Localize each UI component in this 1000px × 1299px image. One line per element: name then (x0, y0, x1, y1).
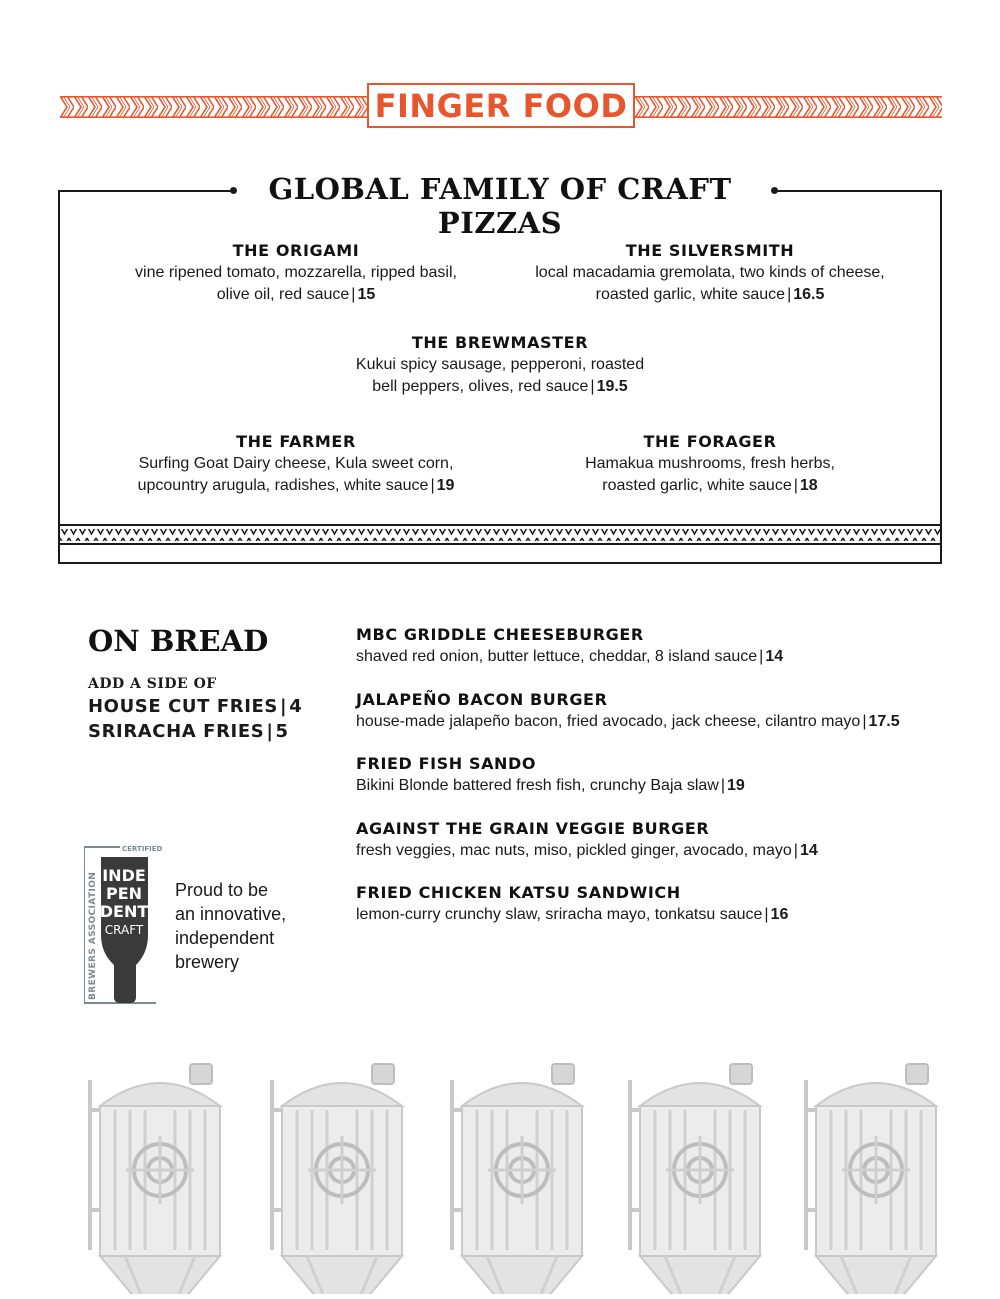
pizza-name: THE FARMER (236, 432, 356, 451)
badge-line-3: DENT (99, 902, 149, 921)
side-option: SRIRACHA FRIES | 5 (88, 721, 289, 742)
add-side-label: ADD A SIDE OF (88, 676, 217, 692)
frame-top-line-left (58, 190, 236, 192)
side-option: HOUSE CUT FRIES | 4 (88, 696, 303, 717)
pizza-price: 18 (799, 477, 818, 494)
badge-tagline (175, 878, 315, 974)
frame-dot-right (771, 187, 778, 194)
pizza-price: 19 (436, 477, 455, 494)
sandwich-price: 17.5 (868, 713, 900, 730)
sandwich-item (356, 753, 745, 797)
tagline-line: brewery (175, 952, 240, 972)
tank-graphic (90, 1064, 220, 1294)
pizza-desc-line: bell peppers, olives, red sauce | 19.5 (372, 378, 628, 395)
on-bread-title: ON BREAD (88, 624, 269, 658)
tank-graphic (272, 1064, 402, 1294)
badge-line-2: PEN (105, 884, 143, 903)
sandwich-item (356, 624, 783, 668)
sandwich-desc: house-made jalapeño bacon, fried avocado, jack cheese, cilantro mayo | 17.5 (356, 713, 900, 730)
sandwich-desc: shaved red onion, butter lettuce, cheddar, 8 island sauce | 14 (356, 648, 784, 665)
badge-line-4: CRAFT (104, 923, 144, 937)
pizza-item (300, 332, 700, 398)
pizza-section-title: GLOBAL FAMILY OF CRAFT PIZZAS (237, 172, 763, 240)
sandwich-name: JALAPEÑO BACON BURGER (356, 690, 608, 709)
brewing-tanks-illustration (0, 1040, 1000, 1294)
pizza-desc-line: vine ripened tomato, mozzarella, ripped basil, (135, 264, 457, 281)
tagline-line: independent (175, 928, 275, 948)
section-title-box (367, 83, 635, 128)
sandwich-item (356, 818, 818, 862)
frame-top-line-right (776, 190, 942, 192)
pizza-desc-line: Kukui spicy sausage, pepperoni, roasted (355, 356, 645, 373)
pizza-name: THE BREWMASTER (411, 333, 589, 352)
tank-graphic (630, 1064, 760, 1294)
sandwich-price: 16 (770, 906, 789, 923)
pizza-item (96, 431, 496, 497)
pizza-name: THE ORIGAMI (232, 241, 360, 260)
zigzag-divider (60, 524, 940, 546)
tank-graphic (806, 1064, 936, 1294)
section-title: FINGER FOOD (374, 86, 628, 125)
pizza-price: 16.5 (793, 286, 825, 303)
pizza-name: THE SILVERSMITH (625, 241, 795, 260)
badge-certified: CERTIFIED (122, 845, 163, 853)
pizza-item (510, 431, 910, 497)
pizza-price: 19.5 (596, 378, 628, 395)
sandwich-item (356, 882, 788, 926)
pizza-desc-line: olive oil, red sauce | 15 (216, 286, 376, 303)
pizza-desc-line: Hamakua mushrooms, fresh herbs, (585, 455, 835, 472)
sandwich-item (356, 689, 900, 733)
pizza-price: 15 (357, 286, 376, 303)
pizza-desc (510, 453, 910, 497)
badge-line-1: INDE (102, 866, 146, 885)
pizza-desc (96, 262, 496, 306)
pizza-name: THE FORAGER (643, 432, 777, 451)
sandwich-name: FRIED FISH SANDO (356, 754, 537, 773)
tagline-line: an innovative, (175, 904, 287, 924)
sandwich-name: MBC GRIDDLE CHEESEBURGER (356, 625, 644, 644)
sandwich-desc: fresh veggies, mac nuts, miso, pickled ginger, avocado, mayo | 14 (356, 842, 818, 859)
sandwich-price: 14 (799, 842, 818, 859)
sandwich-price: 19 (727, 777, 745, 794)
sandwich-desc: lemon-curry crunchy slaw, sriracha mayo, tonkatsu sauce | 16 (356, 906, 789, 923)
pizza-desc-line: roasted garlic, white sauce | 18 (602, 477, 818, 494)
pizza-desc (505, 262, 915, 306)
sandwich-name: FRIED CHICKEN KATSU SANDWICH (356, 883, 681, 902)
pizza-desc-line: Surfing Goat Dairy cheese, Kula sweet corn, (138, 455, 454, 472)
pizza-desc (300, 354, 700, 398)
sandwich-name: AGAINST THE GRAIN VEGGIE BURGER (356, 819, 710, 838)
pizza-desc-line: local macadamia gremolata, two kinds of cheese, (535, 264, 885, 281)
add-side-block (88, 676, 302, 744)
badge-association: BREWERS ASSOCIATION (88, 871, 98, 1000)
pizza-desc-line: upcountry arugula, radishes, white sauce | 19 (137, 477, 455, 494)
pizza-item (96, 240, 496, 306)
banner-pattern-right (635, 96, 942, 118)
pizza-desc (96, 453, 496, 497)
pizza-item (505, 240, 915, 306)
independent-craft-badge (84, 845, 164, 1005)
banner-pattern-left (60, 96, 367, 118)
frame-dot-left (230, 187, 237, 194)
sandwich-price: 14 (765, 648, 784, 665)
sandwich-desc: Bikini Blonde battered fresh fish, crunchy Baja slaw | 19 (356, 777, 745, 794)
tagline-line: Proud to be (175, 880, 269, 900)
pizza-desc-line: roasted garlic, white sauce | 16.5 (595, 286, 825, 303)
tank-graphic (452, 1064, 582, 1294)
